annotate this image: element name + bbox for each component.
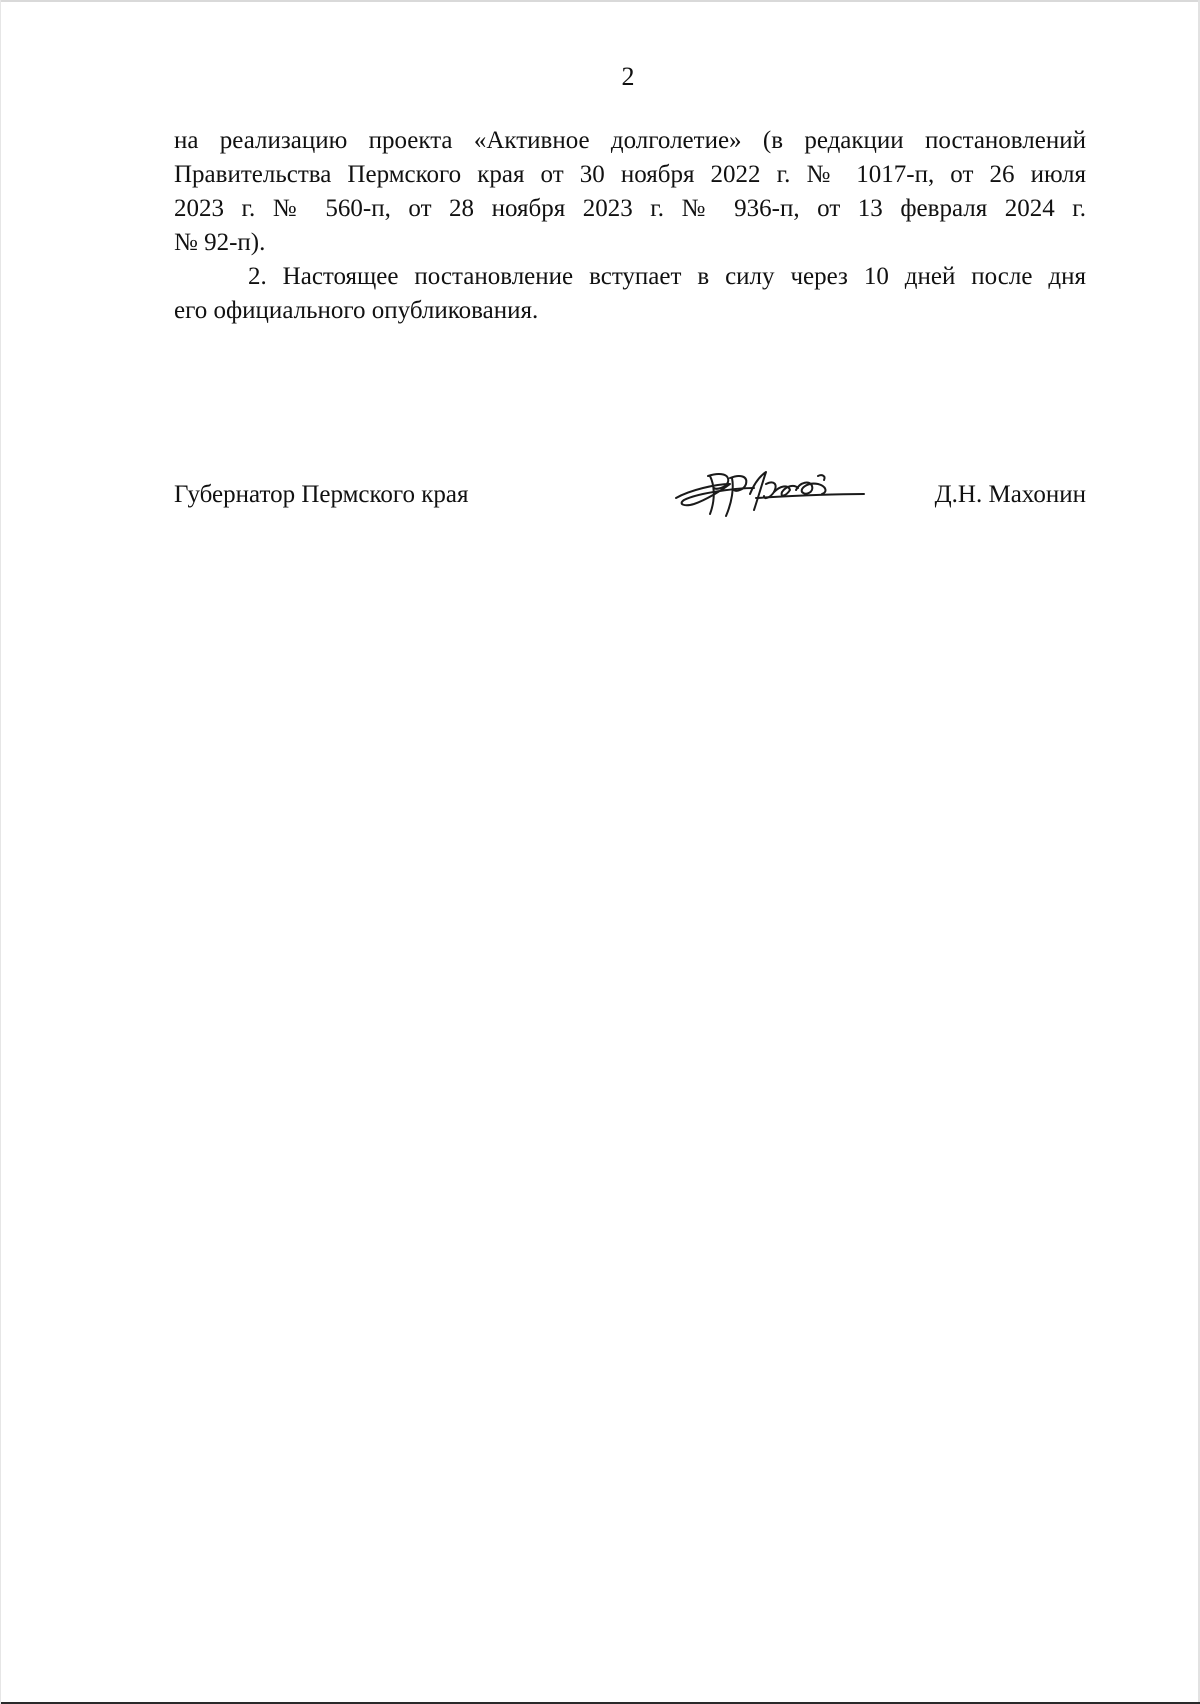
paragraph-amendments: [174, 124, 1086, 260]
text-line: № 92-п).: [174, 229, 266, 256]
document-body: [174, 124, 1086, 328]
text-line: его официального опубликования.: [174, 297, 539, 324]
paragraph-effective-date: [174, 260, 1086, 328]
page-number: 2: [621, 62, 635, 91]
signatory-position: Губернатор Пермского края: [174, 481, 469, 508]
signatory-name: Д.Н. Махонин: [934, 481, 1086, 508]
text-line: 2. Настоящее постановление вступает в силу через 10 дней после дня: [248, 263, 1086, 290]
scan-edge-top: [0, 0, 1200, 2]
scan-edge-left: [0, 0, 1, 1704]
signature-block: [174, 478, 1086, 538]
text-line: Правительства Пермского края от 30 ноября 2022 г. № 1017-п, от 26 июля: [174, 161, 1086, 188]
text-line: на реализацию проекта «Активное долголетие» (в редакции постановлений: [174, 127, 1086, 154]
text-line: 2023 г. № 560-п, от 28 ноября 2023 г. № 936-п, от 13 февраля 2024 г.: [174, 195, 1086, 222]
handwritten-signature: [670, 454, 870, 526]
